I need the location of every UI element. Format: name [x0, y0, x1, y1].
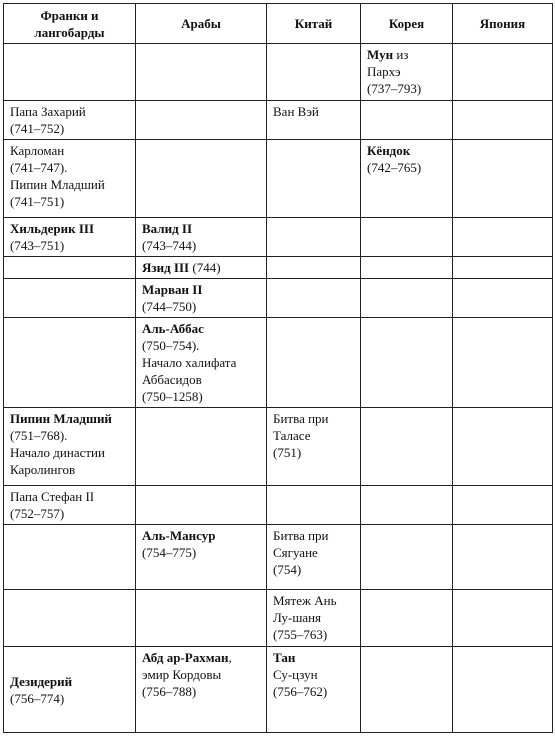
header-row [4, 4, 553, 44]
cell-line: Карломан [10, 143, 65, 158]
cell-name-suffix: (744) [189, 260, 221, 275]
cell-name: Валид II [142, 221, 193, 236]
table-row [4, 218, 553, 257]
cell-line: Су-цзун [273, 667, 318, 682]
cell-arabs [136, 590, 267, 647]
cell-arabs [136, 140, 267, 218]
cell-name: Аль-Аббас [142, 321, 204, 336]
cell-line: (756–788) [142, 684, 197, 699]
cell-line: (756–762) [273, 684, 328, 699]
cell-korea [361, 140, 453, 218]
cell-china [267, 44, 361, 101]
cell-line: Сягуане [273, 545, 318, 560]
cell-china [267, 101, 361, 140]
table-row [4, 647, 553, 733]
cell-line: (743–744) [142, 238, 197, 253]
cell-franks [4, 218, 136, 257]
cell-line: Каролингов [10, 462, 76, 477]
cell-japan [453, 525, 553, 590]
cell-line: (752–757) [10, 506, 65, 521]
cell-name: Пипин Младший [10, 411, 112, 426]
cell-japan [453, 647, 553, 733]
cell-korea [361, 279, 453, 318]
cell-china [267, 408, 361, 486]
cell-korea [361, 647, 453, 733]
cell-japan [453, 140, 553, 218]
cell-name: Дезидерий [10, 673, 73, 689]
cell-line: Битва при [273, 411, 329, 426]
table-row [4, 279, 553, 318]
table-row [4, 44, 553, 101]
cell-franks [4, 647, 136, 733]
cell-line: (741–747). [10, 160, 68, 175]
cell-korea [361, 257, 453, 279]
header-korea: Корея [361, 4, 453, 44]
header-china: Китай [267, 4, 361, 44]
cell-china [267, 218, 361, 257]
cell-franks [4, 525, 136, 590]
cell-name-suffix: из [393, 47, 409, 62]
cell-line: (750–1258) [142, 389, 203, 404]
cell-korea [361, 44, 453, 101]
cell-line: (751) [273, 445, 302, 460]
cell-arabs [136, 279, 267, 318]
history-table [3, 3, 553, 733]
cell-franks [4, 590, 136, 647]
cell-franks [4, 318, 136, 408]
cell-line: (754) [273, 562, 302, 577]
cell-line: Лу-шаня [273, 610, 322, 625]
header-franks: Франки и лангобарды [4, 4, 136, 44]
cell-korea [361, 525, 453, 590]
cell-name: Кёндок [367, 143, 411, 158]
cell-japan [453, 408, 553, 486]
cell-name: Хильдерик III [10, 221, 95, 236]
cell-arabs [136, 486, 267, 525]
cell-line: Пипин Младший [10, 177, 105, 192]
cell-franks [4, 408, 136, 486]
cell-japan [453, 218, 553, 257]
cell-name: Мун [367, 47, 394, 62]
table-row [4, 318, 553, 408]
cell-line: (741–752) [10, 121, 65, 136]
cell-name: Марван II [142, 282, 203, 297]
cell-korea [361, 318, 453, 408]
cell-arabs [136, 647, 267, 733]
cell-japan [453, 279, 553, 318]
cell-china [267, 486, 361, 525]
cell-line: эмир Кордовы [142, 667, 222, 682]
cell-line: Битва при [273, 528, 329, 543]
cell-arabs [136, 318, 267, 408]
cell-line: (742–765) [367, 160, 422, 175]
cell-china [267, 318, 361, 408]
cell-korea [361, 101, 453, 140]
cell-line: (744–750) [142, 299, 197, 314]
table-row [4, 525, 553, 590]
cell-line: Пархэ [367, 64, 401, 79]
table-row [4, 101, 553, 140]
cell-line: (756–774) [10, 690, 65, 706]
cell-line: (743–751) [10, 238, 65, 253]
cell-japan [453, 486, 553, 525]
cell-name: Тан [273, 650, 296, 665]
cell-arabs [136, 408, 267, 486]
cell-franks [4, 44, 136, 101]
cell-franks [4, 101, 136, 140]
table-row [4, 486, 553, 525]
cell-name: Абд ар-Рахман [142, 650, 229, 665]
header-japan: Япония [453, 4, 553, 44]
cell-china [267, 140, 361, 218]
cell-japan [453, 590, 553, 647]
cell-line: Мятеж Ань [273, 593, 337, 608]
table-row [4, 408, 553, 486]
cell-japan [453, 44, 553, 101]
cell-line: Папа Стефан II [10, 489, 95, 504]
cell-china [267, 590, 361, 647]
cell-name-suffix: , [228, 650, 232, 665]
cell-japan [453, 257, 553, 279]
cell-franks [4, 486, 136, 525]
cell-franks [4, 279, 136, 318]
cell-line: (741–751) [10, 194, 65, 209]
table-row [4, 140, 553, 218]
cell-line: (754–775) [142, 545, 197, 560]
table-row [4, 590, 553, 647]
cell-line: (751–768). [10, 428, 68, 443]
cell-line: (737–793) [367, 81, 422, 96]
cell-arabs [136, 525, 267, 590]
cell-korea [361, 486, 453, 525]
cell-line: Начало династии [10, 445, 105, 460]
cell-franks [4, 257, 136, 279]
cell-line: Папа Захарий [10, 104, 86, 119]
cell-name: Язид III [142, 260, 190, 275]
cell-line: (750–754). [142, 338, 200, 353]
cell-line: Аббасидов [142, 372, 202, 387]
cell-line: Начало халифата [142, 355, 237, 370]
table-row [4, 257, 553, 279]
cell-arabs [136, 44, 267, 101]
cell-arabs [136, 218, 267, 257]
cell-line: Ван Вэй [273, 104, 319, 119]
cell-line: (755–763) [273, 627, 328, 642]
cell-korea [361, 590, 453, 647]
cell-china [267, 647, 361, 733]
cell-japan [453, 318, 553, 408]
cell-china [267, 525, 361, 590]
cell-line: Таласе [273, 428, 311, 443]
cell-korea [361, 218, 453, 257]
cell-arabs [136, 257, 267, 279]
cell-china [267, 257, 361, 279]
cell-name: Аль-Мансур [142, 528, 216, 543]
cell-korea [361, 408, 453, 486]
cell-china [267, 279, 361, 318]
cell-japan [453, 101, 553, 140]
cell-franks [4, 140, 136, 218]
header-arabs: Арабы [136, 4, 267, 44]
cell-arabs [136, 101, 267, 140]
